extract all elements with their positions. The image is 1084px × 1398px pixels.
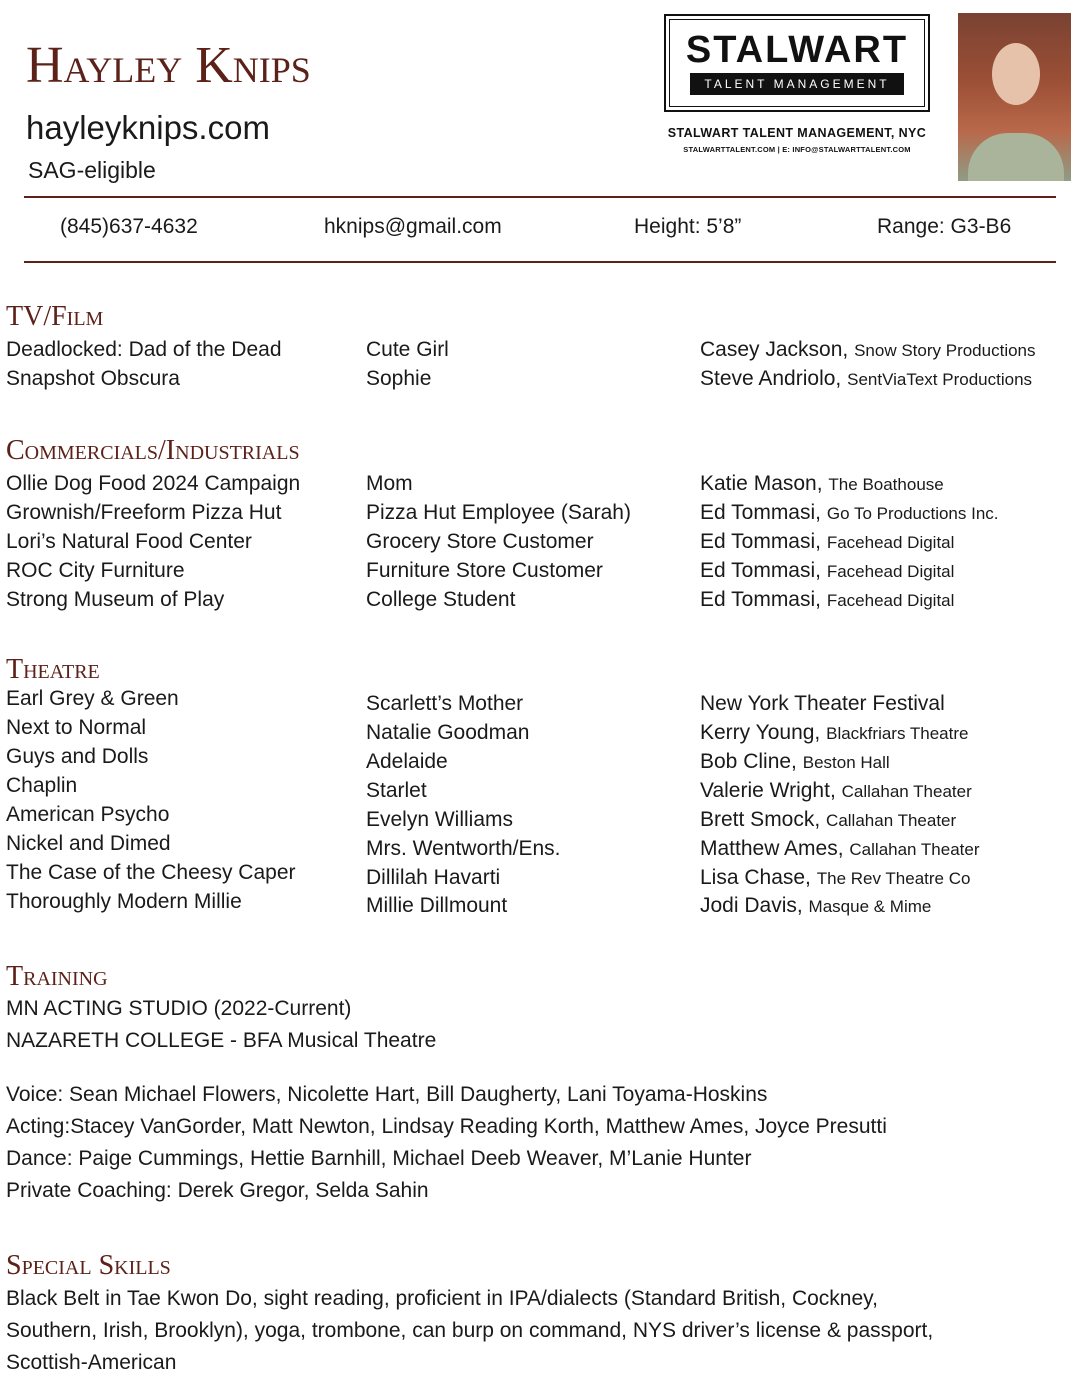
height: Height: 5’8”: [634, 215, 742, 238]
credit-row: Grownish/Freeform Pizza Hut Pizza Hut Employee (Sarah) Ed Tommasi, Go To Productions Inc.: [6, 501, 999, 524]
credit-row: Deadlocked: Dad of the Dead Cute Girl Casey Jackson, Snow Story Productions: [6, 338, 1036, 361]
theatre-project: Chaplin: [6, 774, 78, 797]
theatre-project: Thoroughly Modern Millie: [6, 890, 242, 913]
theatre-project: The Case of the Cheesy Caper: [6, 861, 296, 884]
section-title-skills: Special Skills: [6, 1250, 171, 1281]
skills-text: Southern, Irish, Brooklyn), yoga, trombone, can burp on command, NYS driver’s license & passport,: [6, 1319, 934, 1342]
agency-logo-word: STALWART: [685, 29, 909, 71]
agency-logo-tagline: TALENT MANAGEMENT: [690, 73, 903, 95]
theatre-credit-row: Adelaide Bob Cline, Beston Hall: [366, 750, 890, 773]
credit-row: Lori’s Natural Food Center Grocery Store Customer Ed Tommasi, Facehead Digital: [6, 530, 955, 553]
theatre-project: Nickel and Dimed: [6, 832, 171, 855]
training-teachers: Private Coaching: Derek Gregor, Selda Sahin: [6, 1179, 429, 1202]
training-school: MN ACTING STUDIO (2022-Current): [6, 997, 352, 1020]
divider-top: [24, 196, 1056, 198]
theatre-credit-row: Millie Dillmount Jodi Davis, Masque & Mime: [366, 894, 932, 917]
section-title-theatre: Theatre: [6, 654, 100, 685]
theatre-credit-row: Evelyn Williams Brett Smock, Callahan Theater: [366, 808, 957, 831]
skills-text: Scottish-American: [6, 1351, 177, 1374]
theatre-project: American Psycho: [6, 803, 170, 826]
agency-contact: STALWARTTALENT.COM | E: INFO@STALWARTTALENT.COM: [683, 145, 911, 154]
theatre-project: Earl Grey & Green: [6, 687, 179, 710]
vocal-range: Range: G3-B6: [877, 215, 1012, 238]
skills-text: Black Belt in Tae Kwon Do, sight reading, proficient in IPA/dialects (Standard British, Cockney,: [6, 1287, 878, 1310]
headshot-photo: [958, 13, 1071, 181]
agency-logo: [664, 14, 930, 112]
credit-row: ROC City Furniture Furniture Store Customer Ed Tommasi, Facehead Digital: [6, 559, 955, 582]
section-title-commercials: Commercials/Industrials: [6, 435, 300, 466]
credit-row: Snapshot Obscura Sophie Steve Andriolo, SentViaText Productions: [6, 367, 1033, 390]
training-teachers: Acting:Stacey VanGorder, Matt Newton, Lindsay Reading Korth, Matthew Ames, Joyce Presutti: [6, 1115, 887, 1138]
training-school: NAZARETH COLLEGE - BFA Musical Theatre: [6, 1029, 437, 1052]
theatre-project: Next to Normal: [6, 716, 147, 739]
phone: (845)637-4632: [60, 215, 198, 238]
divider-bottom: [24, 261, 1056, 263]
agency-name: STALWART TALENT MANAGEMENT, NYC: [667, 126, 927, 140]
actor-name: Hayley Knips: [26, 37, 311, 94]
credit-row: Strong Museum of Play College Student Ed Tommasi, Facehead Digital: [6, 588, 955, 611]
training-teachers: Dance: Paige Cummings, Hettie Barnhill, Michael Deeb Weaver, M’Lanie Hunter: [6, 1147, 752, 1170]
training-teachers: Voice: Sean Michael Flowers, Nicolette Hart, Bill Daugherty, Lani Toyama-Hoskins: [6, 1083, 768, 1106]
theatre-credit-row: Dillilah Havarti Lisa Chase, The Rev Theatre Co: [366, 866, 971, 889]
theatre-credit-row: Starlet Valerie Wright, Callahan Theater: [366, 779, 972, 802]
section-title-tv-film: TV/Film: [6, 301, 104, 332]
website: hayleyknips.com: [26, 109, 270, 146]
credit-row: Ollie Dog Food 2024 Campaign Mom Katie Mason, The Boathouse: [6, 472, 944, 495]
theatre-project: Guys and Dolls: [6, 745, 149, 768]
email: hknips@gmail.com: [324, 215, 502, 238]
theatre-credit-row: Mrs. Wentworth/Ens. Matthew Ames, Callahan Theater: [366, 837, 980, 860]
section-title-training: Training: [6, 961, 108, 992]
theatre-credit-row: Natalie Goodman Kerry Young, Blackfriars Theatre: [366, 721, 969, 744]
union-status: SAG-eligible: [28, 157, 156, 183]
